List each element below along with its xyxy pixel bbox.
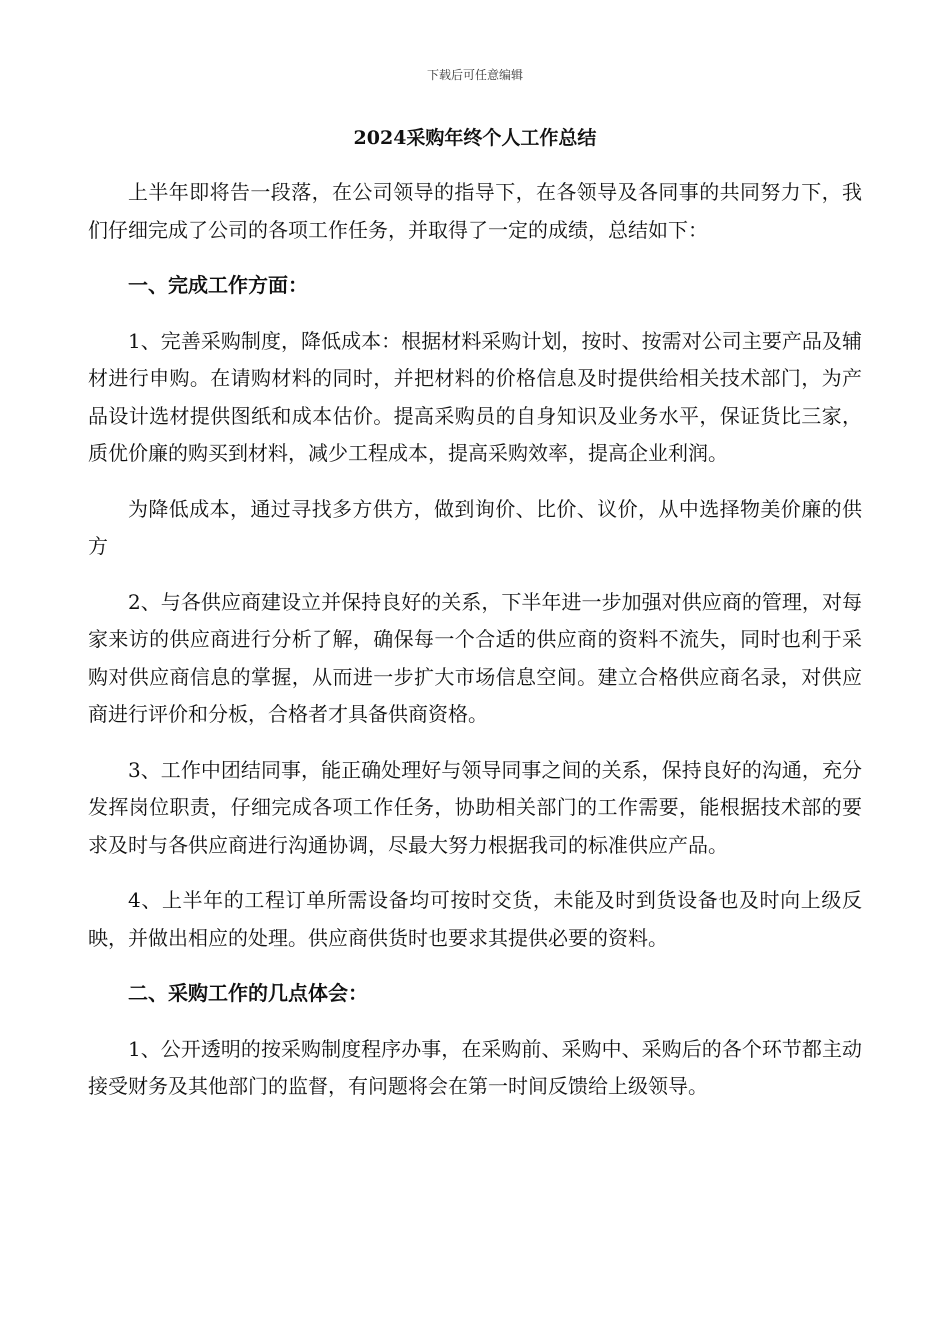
paragraph-3: 2、与各供应商建设立并保持良好的关系，下半年进一步加强对供应商的管理，对每家来访的供应商进行分析了解，确保每一个合适的供应商的资料不流失，同时也利于采购对供应商信息的掌握，从而进一步扩大市场信息空间。建立合格供应商名录，对供应商进行评价和分板，合格者才具备供商资格。 bbox=[88, 589, 862, 726]
paragraph-4: 3、工作中团结同事，能正确处理好与领导同事之间的关系，保持良好的沟通，充分发挥岗位职责，仔细完成各项工作任务，协助相关部门的工作需要，能根据技术部的要求及时与各供应商进行沟通协调，尽最大努力根据我司的标准供应产品。 bbox=[88, 757, 862, 857]
intro-paragraph: 上半年即将告一段落，在公司领导的指导下，在各领导及各同事的共同努力下，我们仔细完成了公司的各项工作任务，并取得了一定的成绩，总结如下： bbox=[88, 180, 862, 242]
paragraph-1: 1、完善采购制度，降低成本：根据材料采购计划，按时、按需对公司主要产品及辅材进行申购。在请购材料的同时，并把材料的价格信息及时提供给相关技术部门，为产品设计选材提供图纸和成本估价。提高采购员的自身知识及业务水平，保证货比三家，质优价廉的购买到材料，减少工程成本，提高采购效率，提高企业利润。 bbox=[88, 328, 862, 465]
document-body bbox=[88, 174, 862, 1124]
document-title: 2024采购年终个人工作总结 bbox=[353, 127, 597, 149]
paragraph-6: 1、公开透明的按采购制度程序办事，在采购前、采购中、采购后的各个环节都主动接受财务及其他部门的监督，有问题将会在第一时间反馈给上级领导。 bbox=[88, 1036, 862, 1098]
paragraph-2: 为降低成本，通过寻找多方供方，做到询价、比价、议价，从中选择物美价廉的供方 bbox=[88, 496, 862, 558]
section-heading-1: 一、完成工作方面： bbox=[128, 273, 308, 297]
header-note: 下载后可任意编辑 bbox=[426, 68, 523, 82]
paragraph-5: 4、上半年的工程订单所需设备均可按时交货，未能及时到货设备也及时向上级反映，并做出相应的处理。供应商供货时也要求其提供必要的资料。 bbox=[88, 888, 862, 950]
section-heading-2: 二、采购工作的几点体会： bbox=[128, 981, 368, 1005]
